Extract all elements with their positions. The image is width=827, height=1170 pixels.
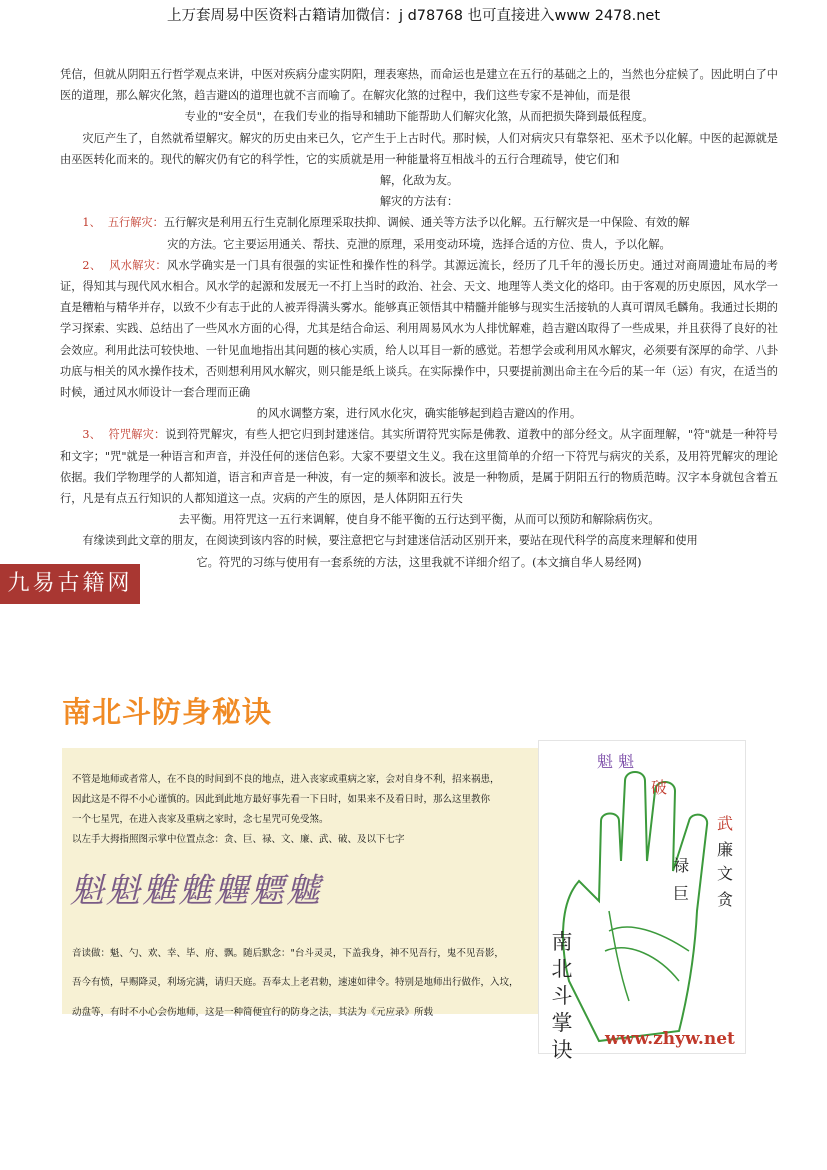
method-1 bbox=[60, 212, 778, 233]
watermark-logo: 九易古籍网 bbox=[0, 564, 140, 604]
star-巨: 巨 bbox=[673, 884, 690, 903]
article-body bbox=[60, 64, 778, 573]
method-text: 说到符咒解灾，有些人把它归到封建迷信。其实所谓符咒实际是佛教、道教中的部分经文。从字面理解，"符"就是一种符号和文字；"咒"就是一种语言和声音，并没任何的迷信色彩。大家不要望文生义。我在这里简单的介绍一下符咒与病灾的关系，及用符咒解灾的理论依据。我们学物理学的人都知道，语言和声音是一种波，有一定的频率和波长。波是一种物质，是属于阴阳五行的物质范畴。汉字本身就包含着五行，凡是有点五行知识的人都知道这一点。灾病的产生的原因，是人体阴阳五行失 bbox=[60, 428, 778, 506]
inset-image bbox=[62, 748, 538, 1018]
method-2 bbox=[60, 255, 778, 403]
paragraph-end: 专业的"安全员"，在我们专业的指导和辅助下能帮助人们解灾化煞，从而把损失降到最低程度。 bbox=[184, 110, 654, 124]
paragraph: 有缘读到此文章的朋友，在阅读到该内容的时候，要注意把它与封建迷信活动区别开来，要站在现代科学的高度来理解和使用 bbox=[82, 534, 698, 548]
paragraph-end: 解，化敌为友。 bbox=[379, 174, 459, 188]
method-keyword: 五行解灾： bbox=[107, 216, 164, 230]
methods-title: 解灾的方法有： bbox=[379, 195, 459, 209]
inset-line: 一个七星咒，在进入丧家及重病之家时，念七星咒可免受煞。 bbox=[72, 814, 329, 825]
method-number: 3、 bbox=[82, 428, 102, 442]
star-破: 破 bbox=[651, 778, 668, 797]
inset-line: 吾今有愤，早赐降灵，利场完满，请归天庭。吾奉太上老君勅，速速如律令。特别是地师出行做作，入坟， bbox=[72, 977, 519, 988]
method-number: 2、 bbox=[82, 258, 102, 272]
paragraph: 凭信，但就从阴阳五行哲学观点来讲，中医对疾病分虚实阴阳，理表寒热，而命运也是建立在五行的基础之上的，当然也分症候了。因此明白了中医的道理，那么解灾化煞，趋吉避凶的道理也就不言而喻了。在解灾化煞的过程中，我们这些专家不是神仙，而是很 bbox=[60, 68, 778, 103]
page-header: 上万套周易中医资料古籍请加微信：j d78768 也可直接进入www 2478.net bbox=[166, 8, 661, 24]
inset-text-bottom bbox=[72, 934, 528, 1032]
inset-line: 动盘等，有时不小心会伤地师，这是一种简便宜行的防身之法，其法为《元应录》所载 bbox=[72, 1006, 434, 1018]
star-贪: 贪 bbox=[717, 890, 734, 909]
star-廉: 廉 bbox=[717, 840, 734, 859]
method-1-end: 灾的方法。它主要运用通关、帮扶、克泄的原理，采用变动环境，选择合适的方位、贵人，予以化解。 bbox=[167, 237, 671, 251]
palm-title: 南北斗掌诀 bbox=[551, 930, 573, 1062]
inset-line: 音读做：魁、勺、欢、幸、毕、府、飘。随后默念："台斗灵灵，下盖我身，神不见吾行，鬼不见吾影， bbox=[72, 947, 504, 959]
palm-diagram bbox=[538, 740, 746, 1062]
star-glyph: 魁 魁 bbox=[597, 752, 635, 771]
section-title: 南北斗防身秘诀 bbox=[62, 695, 273, 729]
method-keyword: 风水解灾： bbox=[109, 258, 167, 272]
palm-url: www.zhyw.net bbox=[605, 1029, 735, 1049]
star-武: 武 bbox=[717, 814, 734, 833]
paragraph-end: 它。符咒的习练与使用有一套系统的方法，这里我就不详细介绍了。(本文摘自华人易经网) bbox=[196, 555, 642, 569]
method-3 bbox=[60, 424, 778, 509]
inset-line: 不管是地师或者常人，在不良的时间到不良的地点，进入丧家或重病之家，会对自身不利，招来祸患， bbox=[72, 774, 500, 785]
inset-line: 以左手大拇指照图示掌中位置点念：贪、巨、禄、文、廉、武、破、及以下七字 bbox=[72, 834, 405, 845]
inset-line: 因此这是不得不小心谨慎的。因此到此地方最好事先看一下日时，如果来不及看日时，那么这里教你 bbox=[72, 794, 491, 805]
method-text: 风水学确实是一门具有很强的实证性和操作性的科学。其源远流长，经历了几千年的漫长历史。通过对商周遗址布局的考证，得知其与现代风水相合。风水学的起源和发展无一不打上当时的政治、社会、天文、地理等人类文化的烙印。由于客观的历史原因，风水学一直是糟粕与精华并存，以致不少有志于此的人被弄得满头雾水。能够真正领悟其中精髓并能够与现实生活接轨的人真可谓凤毛麟角。我通过长期的学习探索、实践、总结出了一些风水方面的心得，尤其是结合命运、利用周易风水为人排忧解难，趋吉避凶取得了一些成果，并且获得了良好的社会效应。利用此法可较快地、一针见血地指出其问题的核心实质，给人以耳目一新的感觉。若想学会或利用风水解灾，必须要有深厚的命学、八卦功底与相关的风水操作技术，否则想利用风水解灾，则只能是纸上谈兵。在实际操作中，只要提前测出命主在今后的某一年（运）有灾，在适当的时候，通过风水师设计一套合理而正确 bbox=[60, 258, 778, 400]
inset-text bbox=[72, 770, 528, 850]
charm-glyphs: 魁魁魋魋魓魒魖 bbox=[70, 871, 322, 911]
star-禄: 禄 bbox=[673, 856, 690, 875]
method-text: 五行解灾是利用五行生克制化原理采取扶抑、调候、通关等方法予以化解。五行解灾是一中保险、有效的解 bbox=[163, 216, 690, 230]
method-keyword: 符咒解灾： bbox=[108, 428, 166, 442]
method-3-end: 去平衡。用符咒这一五行来调解，使自身不能平衡的五行达到平衡，从而可以预防和解除病伤灾。 bbox=[178, 513, 660, 527]
method-2-end: 的风水调整方案，进行风水化灾，确实能够起到趋吉避凶的作用。 bbox=[256, 407, 582, 421]
paragraph: 灾厄产生了，自然就希望解灾。解灾的历史由来已久，它产生于上古时代。那时候，人们对病灾只有靠祭祀、巫术予以化解。中医的起源就是由巫医转化而来的。现代的解灾仍有它的科学性，它的实质就是用一种能量将互相战斗的五行合理疏导，使它们和 bbox=[60, 131, 778, 166]
method-number: 1、 bbox=[82, 216, 101, 230]
star-文: 文 bbox=[717, 864, 734, 883]
